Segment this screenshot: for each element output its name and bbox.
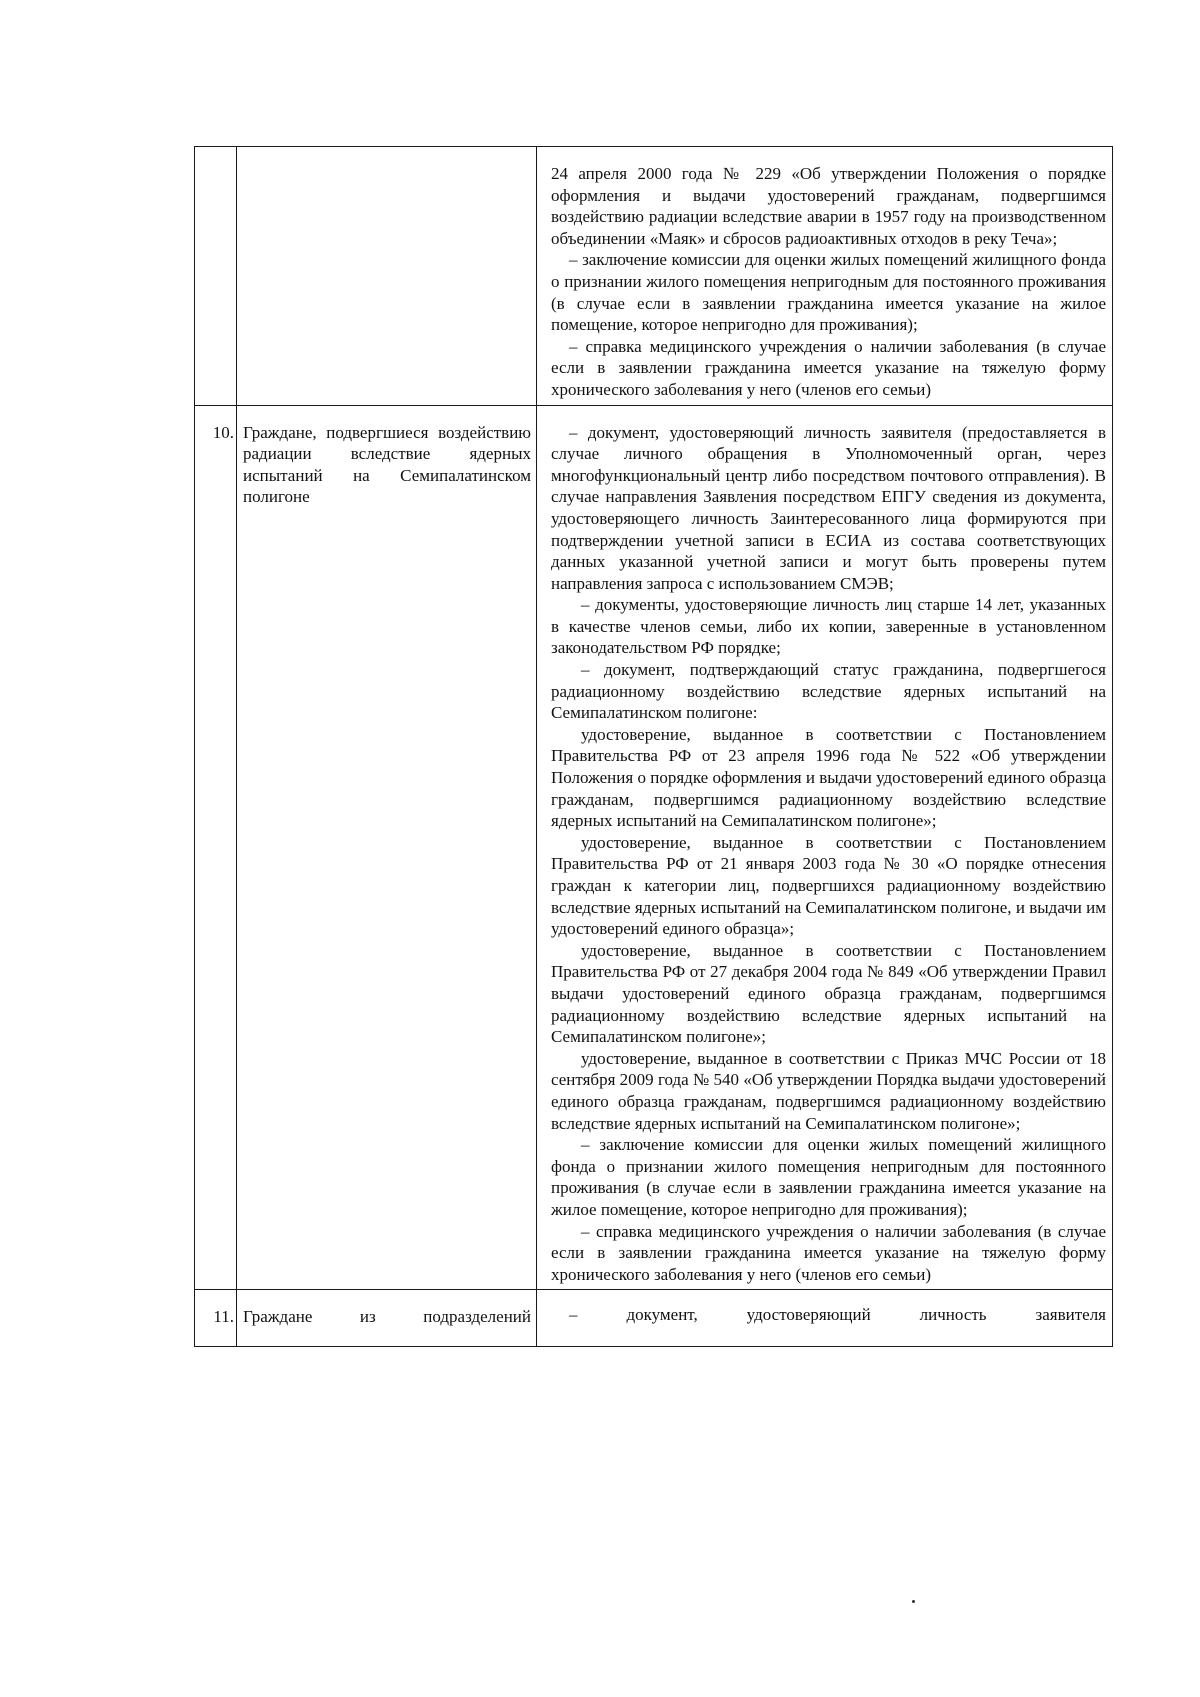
table-row	[195, 147, 1113, 406]
document-paragraph: – справка медицинского учреждения о наличии заболевания (в случае если в заявлении гражданина имеется указание на тяжелую форму хронического заболевания у него (членов его семьи)	[551, 1221, 1106, 1284]
document-paragraph: – заключение комиссии для оценки жилых помещений жилищного фонда о признании жилого помещения непригодным для постоянного проживания (в случае если в заявлении гражданина имеется указание на жилое помещение, которое непригодно для проживания);	[551, 250, 1106, 335]
document-paragraph: – документы, удостоверяющие личность лиц старше 14 лет, указанных в качестве членов семьи, либо их копии, заверенные в установленном законодательством РФ порядке;	[551, 595, 1106, 658]
table-row	[195, 1290, 1113, 1347]
documents-cell	[537, 405, 1113, 1290]
table-body	[195, 147, 1113, 1347]
document-paragraph: – документ, удостоверяющий личность заявителя (предоставляется в случае личного обращения в Уполномоченный орган, через многофункциональный центр либо посредством почтового отправления). В случае направления Заявления посредством ЕПГУ сведения из документа, удостоверяющего личность Заинтересованного лица формируются при подтверждении учетной записи в ЕСИА из состава соответствующих данных указанной учетной записи и могут быть проверены путем направления запроса с использованием СМЭВ;	[551, 422, 1106, 593]
document-paragraph: удостоверение, выданное в соответствии с Постановлением Правительства РФ от 23 апреля 1996 года № 522 «Об утверждении Положения о порядке оформления и выдачи удостоверений единого образца гражданам, подвергшимся радиационному воздействию вследствие ядерных испытаний на Семипалатинском полигоне»;	[551, 724, 1106, 831]
document-paragraph: 24 апреля 2000 года № 229 «Об утверждении Положения о порядке оформления и выдачи удостоверений гражданам, подвергшимся воздействию радиации вследствие аварии в 1957 году на производственном объединении «Маяк» и сбросов радиоактивных отходов в реку Теча»;	[551, 164, 1106, 248]
category-text: Граждане из подразделений	[243, 1307, 531, 1327]
document-paragraph: удостоверение, выданное в соответствии с Постановлением Правительства РФ от 21 января 2003 года № 30 «О порядке отнесения граждан к категории лиц, подвергшихся радиационному воздействию вследствие ядерных испытаний на Семипалатинском полигоне, и выдачи им удостоверений единого образца»;	[551, 832, 1106, 939]
row-number-cell	[195, 147, 237, 406]
row-number: 11.	[213, 1307, 234, 1327]
row-number: 10.	[212, 422, 234, 442]
table-row	[195, 405, 1113, 1290]
documents-cell	[537, 1290, 1113, 1347]
document-paragraph: – заключение комиссии для оценки жилых помещений жилищного фонда о признании жилого помещения непригодным для постоянного проживания (в случае если в заявлении гражданина имеется указание на жилое помещение, которое непригодно для проживания);	[551, 1135, 1106, 1219]
category-cell	[237, 1290, 537, 1347]
category-cell	[237, 147, 537, 406]
document-paragraph: – документ, подтверждающий статус гражданина, подвергшегося радиационному воздействию вследствие ядерных испытаний на Семипалатинском полигоне:	[551, 660, 1106, 723]
document-table	[194, 146, 1113, 1347]
scan-speck	[912, 1600, 915, 1603]
row-number-cell	[195, 405, 237, 1290]
document-paragraph: удостоверение, выданное в соответствии с Постановлением Правительства РФ от 27 декабря 2004 года № 849 «Об утверждении Правил выдачи удостоверений единого образца гражданам, подвергшимся радиационному воздействию вследствие ядерных испытаний на Семипалатинском полигоне»;	[551, 940, 1106, 1047]
row-number-cell	[195, 1290, 237, 1347]
document-paragraph: – документ, удостоверяющий личность заявителя	[569, 1305, 1106, 1325]
category-cell	[237, 405, 537, 1290]
documents-cell	[537, 147, 1113, 406]
category-text: Граждане, подвергшиеся воздействию радиации вследствие ядерных испытаний на Семипалатинском полигоне	[243, 422, 531, 507]
document-paragraph: удостоверение, выданное в соответствии с Приказ МЧС России от 18 сентября 2009 года № 540 «Об утверждении Порядка выдачи удостоверений единого образца гражданам, подвергшимся радиационному воздействию вследствие ядерных испытаний на Семипалатинском полигоне»;	[551, 1048, 1106, 1133]
document-paragraph: – справка медицинского учреждения о наличии заболевания (в случае если в заявлении гражданина имеется указание на тяжелую форму хронического заболевания у него (членов его семьи)	[551, 336, 1106, 399]
